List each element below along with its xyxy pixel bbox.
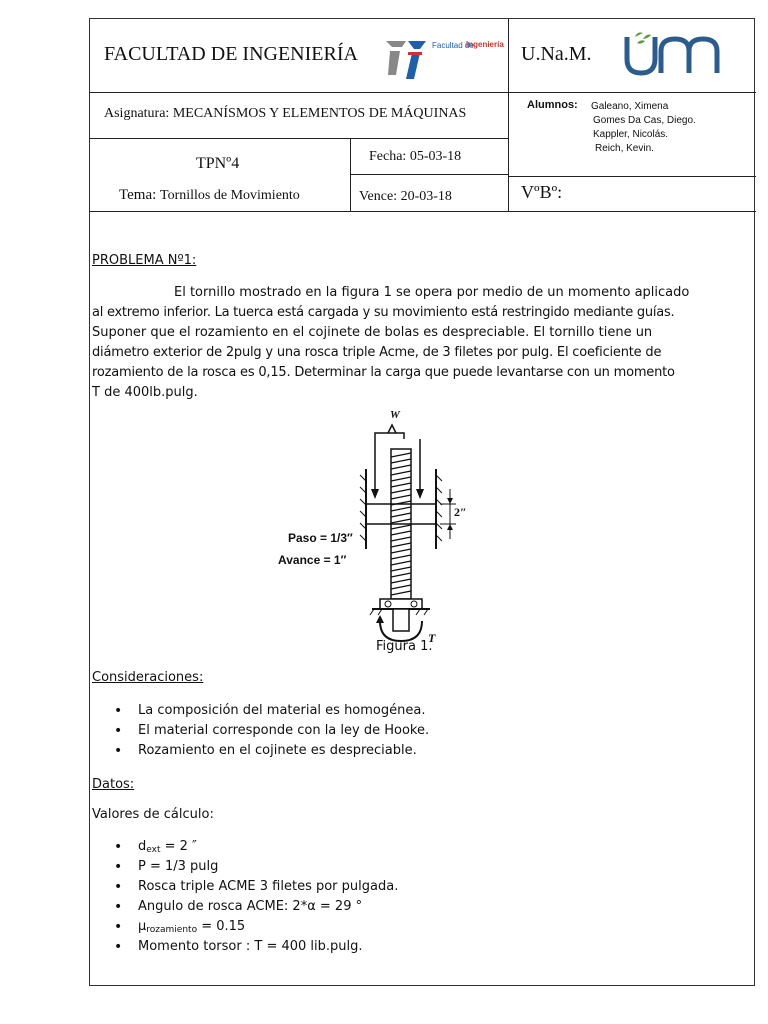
figure-label-2in: 2″ bbox=[454, 505, 467, 519]
problem-line-3: Suponer que el rozamiento en el cojinete de bolas es despreciable. El tornillo tiene un bbox=[92, 325, 653, 340]
header-faculty-cell bbox=[90, 19, 509, 93]
subject-line bbox=[104, 106, 466, 122]
data-item: • $d_{ext} = 2$ ″ bbox=[92, 837, 398, 857]
document-page bbox=[89, 18, 755, 986]
problem-line-1: El tornillo mostrado en la figura 1 se opera por medio de un momento aplicado bbox=[174, 285, 690, 300]
tp-number: TPNº4 bbox=[196, 155, 240, 172]
vobo-text: VºBº: bbox=[521, 182, 563, 202]
consideration-item: • El material corresponde con la ley de Hooke. bbox=[92, 721, 429, 741]
data-title: Datos: bbox=[92, 777, 135, 792]
figure-label-t: T bbox=[428, 631, 436, 645]
students-label: Alumnos: bbox=[527, 99, 578, 111]
problem-line-4: diámetro exterior de 2pulg y una rosca triple Acme, de 3 filetes por pulg. El coeficiente de bbox=[92, 345, 662, 360]
date-cell bbox=[350, 138, 509, 175]
due-cell bbox=[350, 174, 509, 212]
student-2: Gomes Da Cas, Diego. bbox=[593, 115, 696, 126]
faculty-title: FACULTAD DE INGENIERÍA bbox=[104, 43, 358, 65]
fi-logo-icon bbox=[384, 39, 430, 81]
problem-line-2: al extremo inferior. La tuerca está cargada y su movimiento está restringido mediante guías. bbox=[92, 305, 675, 320]
unam-logo bbox=[623, 29, 735, 79]
theme-name: Tornillos de Movimiento bbox=[160, 188, 300, 203]
consideration-item: • Rozamiento en el cojinete es despreciable. bbox=[92, 741, 429, 761]
problem-statement bbox=[92, 283, 700, 403]
figure-1 bbox=[280, 409, 500, 649]
subject-name: MECANÍSMOS Y ELEMENTOS DE MÁQUINAS bbox=[172, 106, 467, 121]
theme-line bbox=[119, 187, 300, 204]
fi-logo bbox=[384, 39, 504, 83]
due-text: Vence: 20-03-18 bbox=[359, 189, 452, 204]
subject-label: Asignatura: bbox=[104, 106, 170, 121]
university-name: U.Na.M. bbox=[521, 43, 592, 65]
figure-label-avance: Avance = 1″ bbox=[278, 553, 347, 567]
considerations-list bbox=[92, 701, 429, 761]
tp-cell bbox=[90, 138, 351, 212]
students-cell bbox=[508, 92, 756, 177]
date-text: Fecha: 05-03-18 bbox=[369, 149, 462, 164]
considerations-title: Consideraciones: bbox=[92, 670, 204, 685]
subject-cell bbox=[90, 92, 509, 139]
data-item: • Angulo de rosca ACME: 2*α = 29 ° bbox=[92, 897, 398, 917]
vobo-cell bbox=[508, 176, 756, 212]
figure-label-w: W bbox=[390, 409, 400, 421]
data-item: • $\mu_{rozamiento} = 0.15$ bbox=[92, 917, 398, 937]
data-subtitle: Valores de cálculo: bbox=[92, 807, 214, 822]
theme-label: Tema: bbox=[119, 187, 157, 203]
figure-label-paso: Paso = 1/3″ bbox=[288, 531, 353, 545]
figure-caption: Figura 1. bbox=[376, 639, 433, 654]
problem-line-6: T de 400lb.pulg. bbox=[92, 385, 198, 400]
fi-logo-text-1: Facultad de bbox=[432, 41, 474, 50]
student-4: Reich, Kevin. bbox=[595, 143, 654, 154]
header-university-cell bbox=[508, 19, 756, 93]
problem-title: PROBLEMA Nº1: bbox=[92, 253, 197, 268]
consideration-item: • La composición del material es homogénea. bbox=[92, 701, 429, 721]
fi-logo-text-2: Ingeniería bbox=[466, 40, 504, 49]
student-3: Kappler, Nicolás. bbox=[593, 129, 669, 140]
data-item: • Momento torsor : T = 400 lib.pulg. bbox=[92, 937, 398, 957]
problem-line-5: rozamiento de la rosca es 0,15. Determinar la carga que puede levantarse con un momento bbox=[92, 365, 675, 380]
data-item: • P = 1/3 pulg bbox=[92, 857, 398, 877]
student-1: Galeano, Ximena bbox=[591, 101, 669, 112]
screw-diagram bbox=[280, 409, 500, 649]
data-list bbox=[92, 837, 398, 957]
data-item: • Rosca triple ACME 3 filetes por pulgada. bbox=[92, 877, 398, 897]
